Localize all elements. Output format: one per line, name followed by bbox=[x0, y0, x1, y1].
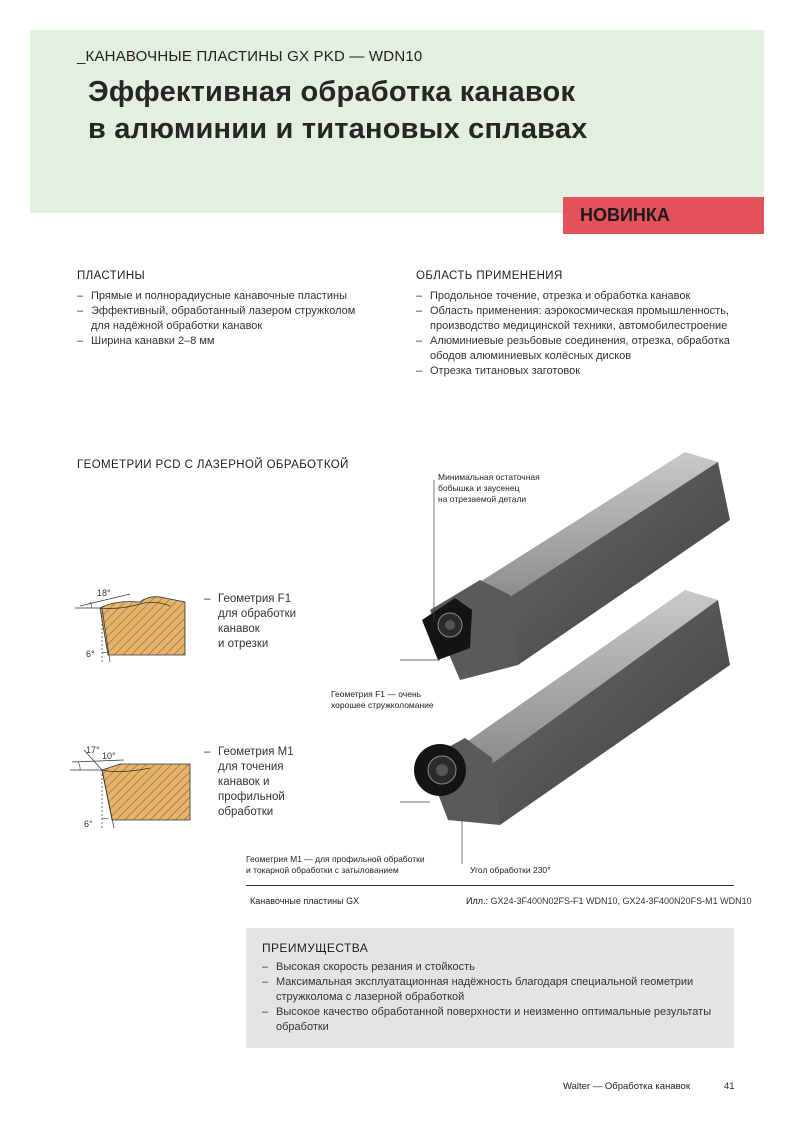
f1-angle-top: 18° bbox=[97, 588, 111, 598]
caption-illustration-label: Илл.: bbox=[466, 896, 488, 906]
page-title bbox=[88, 74, 587, 148]
advantages-heading: ПРЕИМУЩЕСТВА bbox=[262, 941, 369, 955]
section-kicker: _КАНАВОЧНЫЕ ПЛАСТИНЫ GX PKD — WDN10 bbox=[77, 48, 423, 65]
list-item: – Высокая скорость резания и стойкость bbox=[262, 960, 722, 975]
list-item: – Высокое качество обработанной поверхности и неизменно оптимальные результаты обработки bbox=[262, 1005, 722, 1035]
page-title-line-1: Эффективная обработка канавок bbox=[88, 76, 576, 108]
page-number: 41 bbox=[724, 1081, 735, 1092]
geometries-heading: ГЕОМЕТРИИ PCD С ЛАЗЕРНОЙ ОБРАБОТКОЙ bbox=[77, 459, 349, 471]
callout-m1: Геометрия M1 — для профильной обработки и токарной обработки с затылованием bbox=[246, 854, 425, 875]
m1-leader-line bbox=[400, 802, 430, 858]
list-item: – Максимальная эксплуатационная надёжность благодаря специальной геометрии стружколома с лазерной обработкой bbox=[262, 975, 722, 1005]
m1-angle-top-a: 17° bbox=[86, 745, 100, 755]
callout-f1: Геометрия F1 — очень хорошее стружколомание bbox=[331, 689, 434, 710]
list-item: – Алюминиевые резьбовые соединения, отрезка, обработка ободов алюминиевых колёсных дисков bbox=[416, 334, 736, 364]
m1-angle-bottom: 6° bbox=[84, 819, 93, 829]
application-heading: ОБЛАСТЬ ПРИМЕНЕНИЯ bbox=[416, 270, 563, 282]
footer-text: Walter — Обработка канавок bbox=[563, 1081, 690, 1092]
caption-product: Канавочные пластины GX bbox=[250, 896, 360, 906]
m1-geometry-diagram bbox=[60, 740, 195, 835]
list-item: – Продольное точение, отрезка и обработка канавок bbox=[416, 289, 736, 304]
caption-illustration bbox=[466, 896, 752, 906]
application-list bbox=[416, 289, 736, 379]
callout-burr: Минимальная остаточная бобышка и заусенец на отрезаемой детали bbox=[438, 472, 540, 504]
f1-geometry-diagram bbox=[70, 580, 195, 670]
m1-geometry-label: – Геометрия M1 для точения канавок и профильной обработки bbox=[204, 746, 294, 818]
inserts-list bbox=[77, 289, 367, 349]
inserts-heading: ПЛАСТИНЫ bbox=[77, 270, 146, 282]
m1-angle-top-b: 10° bbox=[102, 751, 116, 761]
f1-angle-bottom: 6° bbox=[86, 649, 95, 659]
list-item: – Эффективный, обработанный лазером стружколом для надёжной обработки канавок bbox=[77, 304, 367, 334]
f1-geometry-label: – Геометрия F1 для обработки канавок и отрезки bbox=[204, 593, 297, 650]
caption-divider bbox=[246, 885, 734, 886]
caption-illustration-value: GX24-3F400N02FS-F1 WDN10, GX24-3F400N20FS-M1 WDN10 bbox=[487, 896, 752, 906]
list-item: – Область применения: аэрокосмическая промышленность, производство медицинской техники, автомобилестроение bbox=[416, 304, 736, 334]
advantages-list bbox=[262, 960, 722, 1035]
f1-leader-line bbox=[400, 660, 440, 690]
list-item: – Отрезка титановых заготовок bbox=[416, 364, 736, 379]
list-item: – Прямые и полнорадиусные канавочные пластины bbox=[77, 289, 367, 304]
list-item: – Ширина канавки 2–8 мм bbox=[77, 334, 367, 349]
product-illustration bbox=[400, 440, 760, 880]
page-title-line-2: в алюминии и титановых сплавах bbox=[88, 113, 588, 145]
callout-angle: Угол обработки 230° bbox=[470, 865, 551, 875]
new-badge: НОВИНКА bbox=[563, 197, 764, 234]
